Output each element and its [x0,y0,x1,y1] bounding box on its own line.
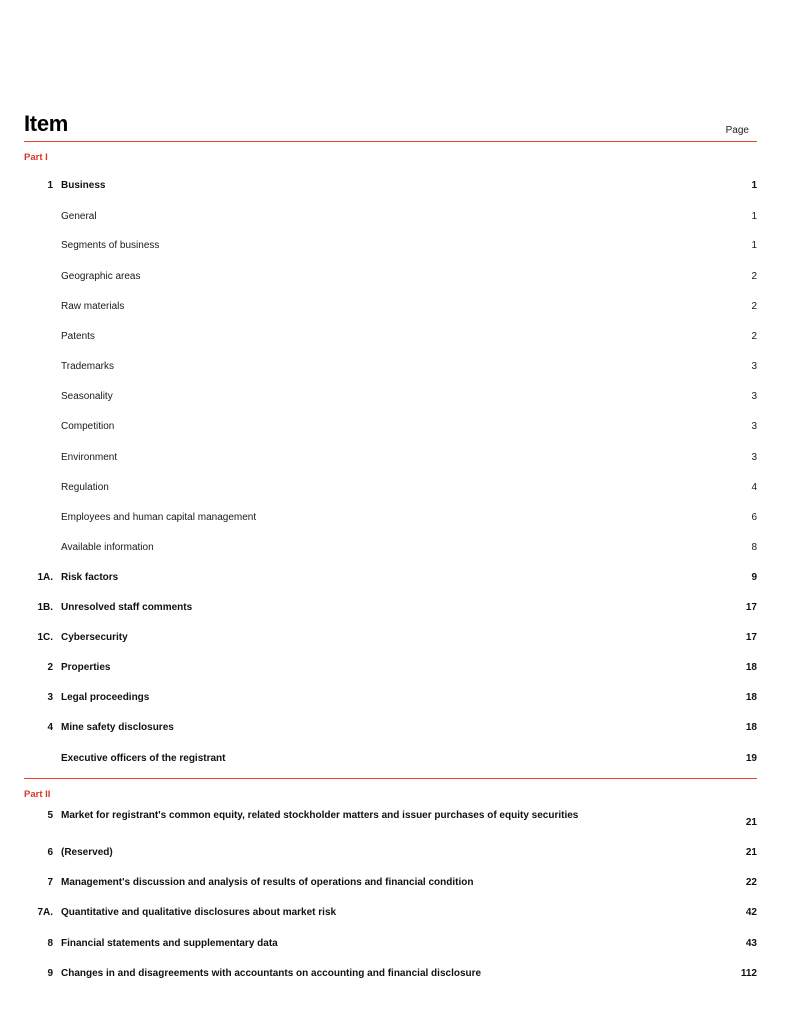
page-number: 18 [745,662,757,673]
toc-row[interactable] [24,906,757,920]
item-label[interactable]: Regulation [61,482,109,493]
toc-row[interactable] [24,390,757,404]
item-label[interactable]: Unresolved staff comments [61,602,193,613]
page-number: 21 [745,817,757,828]
item-label[interactable]: Financial statements and supplementary data [61,938,278,949]
item-label[interactable]: Seasonality [61,391,113,402]
toc-row[interactable] [24,809,757,828]
item-label[interactable]: (Reserved) [61,847,113,858]
item-number: 1C. [37,632,53,643]
table-of-contents [24,0,757,1024]
item-number: 9 [47,968,53,979]
item-label[interactable]: Environment [61,452,118,463]
toc-row[interactable] [24,967,757,981]
header-divider [24,141,757,142]
item-label[interactable]: Properties [61,662,111,673]
page-number: 2 [751,301,757,312]
item-number: 3 [47,692,53,703]
part-1-heading: Part I [24,152,48,163]
page-number: 17 [745,632,757,643]
page-number: 19 [745,753,757,764]
item-label[interactable]: Cybersecurity [61,632,128,643]
page-number: 2 [751,331,757,342]
toc-row[interactable] [24,541,757,555]
item-number: 7A. [37,907,53,918]
page-number: 18 [745,722,757,733]
item-label[interactable]: Segments of business [61,240,160,251]
item-label[interactable]: General [61,211,97,222]
item-label[interactable]: Available information [61,542,154,553]
page-number: 3 [751,421,757,432]
toc-row[interactable] [24,631,757,645]
toc-row[interactable] [24,571,757,585]
item-number: 1A. [37,572,53,583]
page-number: 8 [751,542,757,553]
item-label[interactable]: Mine safety disclosures [61,722,174,733]
item-label[interactable]: Raw materials [61,301,125,312]
page-column-title: Page [725,125,749,136]
item-label[interactable]: Geographic areas [61,271,141,282]
item-label[interactable]: Changes in and disagreements with accountants on accounting and financial disclosure [61,968,482,979]
toc-row[interactable] [24,752,757,766]
page-number: 3 [751,452,757,463]
item-number: 8 [47,938,53,949]
toc-row[interactable] [24,451,757,465]
toc-row[interactable] [24,239,757,253]
item-number: 1B. [37,602,53,613]
toc-row[interactable] [24,330,757,344]
item-label[interactable]: Quantitative and qualitative disclosures about market risk [61,907,337,918]
toc-row[interactable] [24,360,757,374]
toc-row[interactable] [24,876,757,890]
toc-row[interactable] [24,691,757,705]
toc-row[interactable] [24,937,757,951]
item-label[interactable]: Business [61,180,106,191]
toc-row[interactable] [24,721,757,735]
toc-row[interactable] [24,511,757,525]
item-number: 4 [47,722,53,733]
page-number: 9 [751,572,757,583]
page-number: 21 [745,847,757,858]
toc-row[interactable] [24,661,757,675]
page-number: 1 [751,240,757,251]
toc-row[interactable] [24,179,757,193]
toc-row[interactable] [24,846,757,860]
page-number: 18 [745,692,757,703]
item-label[interactable]: Legal proceedings [61,692,150,703]
page-number: 6 [751,512,757,523]
toc-row[interactable] [24,300,757,314]
part-divider [24,778,757,779]
page-number: 112 [740,968,757,979]
page-number: 4 [751,482,757,493]
page-number: 3 [751,391,757,402]
page-number: 3 [751,361,757,372]
item-number: 2 [47,662,53,673]
item-number: 5 [47,810,53,821]
item-label[interactable]: Market for registrant's common equity, related stockholder matters and issuer purchases of equity securities [61,810,579,821]
toc-row[interactable] [24,270,757,284]
item-column-title: Item [24,111,69,136]
page-number: 43 [745,938,757,949]
toc-row[interactable] [24,420,757,434]
toc-row[interactable] [24,210,757,224]
part-2-heading: Part II [24,789,51,800]
page-number: 42 [745,907,757,918]
toc-row[interactable] [24,481,757,495]
page-number: 2 [751,271,757,282]
item-label[interactable]: Risk factors [61,572,119,583]
item-label[interactable]: Executive officers of the registrant [61,753,226,764]
item-number: 7 [47,877,53,888]
item-label[interactable]: Management's discussion and analysis of results of operations and financial condition [61,877,474,888]
item-label[interactable]: Employees and human capital management [61,512,257,523]
page-number: 1 [751,211,757,222]
item-label[interactable]: Patents [61,331,95,342]
toc-row[interactable] [24,601,757,615]
page-number: 1 [751,180,757,191]
page-number: 22 [745,877,757,888]
item-label[interactable]: Competition [61,421,115,432]
page-number: 17 [745,602,757,613]
item-number: 1 [47,180,53,191]
item-number: 6 [47,847,53,858]
item-label[interactable]: Trademarks [61,361,114,372]
